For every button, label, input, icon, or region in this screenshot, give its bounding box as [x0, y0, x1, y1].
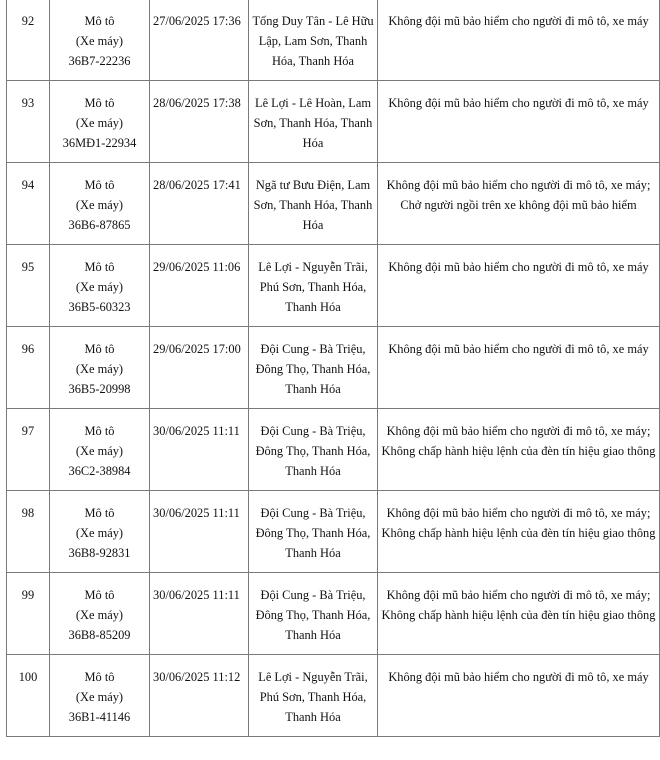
time-cell: [150, 491, 249, 573]
vehicle-subtype: (Xe máy): [75, 198, 124, 212]
vehicle-cell: [50, 327, 150, 409]
table-row: [7, 327, 660, 409]
row-number: 94: [21, 178, 35, 192]
vehicle-cell: [50, 163, 150, 245]
license-plate: 36B1-41146: [68, 710, 131, 724]
violation-time: 30/06/2025 11:11: [153, 588, 240, 602]
row-number: 99: [21, 588, 35, 602]
violation-time: 28/06/2025 17:41: [153, 178, 241, 192]
violation-line: Không đội mũ bảo hiểm cho người đi mô tô, xe máy: [388, 96, 649, 110]
violation-cell: [378, 245, 660, 327]
vehicle-type: Mô tô: [84, 260, 115, 274]
vehicle-cell: [50, 245, 150, 327]
violation-time: 30/06/2025 11:11: [153, 424, 240, 438]
location-cell: [249, 655, 378, 737]
location-line: Hóa: [302, 218, 324, 232]
time-cell: [150, 409, 249, 491]
row-number: 93: [21, 96, 35, 110]
row-number-cell: [7, 655, 50, 737]
vehicle-cell: [50, 409, 150, 491]
vehicle-subtype: (Xe máy): [75, 362, 124, 376]
row-number-cell: [7, 573, 50, 655]
vehicle-cell: [50, 655, 150, 737]
row-number: 98: [21, 506, 35, 520]
row-number-cell: [7, 409, 50, 491]
location-line: Thanh Hóa: [285, 546, 341, 560]
table-row: [7, 0, 660, 81]
location-cell: [249, 245, 378, 327]
violation-cell: [378, 491, 660, 573]
time-cell: [150, 655, 249, 737]
time-cell: [150, 163, 249, 245]
table-row: [7, 245, 660, 327]
vehicle-type: Mô tô: [84, 178, 115, 192]
time-cell: [150, 573, 249, 655]
row-number-cell: [7, 163, 50, 245]
violation-line: Không đội mũ bảo hiểm cho người đi mô tô, xe máy: [388, 260, 649, 274]
table-row: [7, 491, 660, 573]
vehicle-type: Mô tô: [84, 96, 115, 110]
time-cell: [150, 327, 249, 409]
vehicle-cell: [50, 0, 150, 81]
location-line: Hóa, Thanh Hóa: [271, 54, 354, 68]
location-line: Sơn, Thanh Hóa, Thanh: [253, 116, 373, 130]
violation-line: Không đội mũ bảo hiểm cho người đi mô tô, xe máy: [388, 14, 649, 28]
table-row: [7, 81, 660, 163]
location-line: Thanh Hóa: [285, 382, 341, 396]
location-line: Đội Cung - Bà Triệu,: [260, 506, 366, 520]
row-number-cell: [7, 245, 50, 327]
violation-cell: [378, 327, 660, 409]
violation-line: Không đội mũ bảo hiểm cho người đi mô tô, xe máy: [388, 670, 649, 684]
row-number: 96: [21, 342, 35, 356]
vehicle-subtype: (Xe máy): [75, 34, 124, 48]
violation-line: Chở người ngồi trên xe không đội mũ bảo hiểm: [400, 198, 637, 212]
location-cell: [249, 163, 378, 245]
violation-cell: [378, 81, 660, 163]
license-plate: 36MĐ1-22934: [62, 136, 137, 150]
row-number: 95: [21, 260, 35, 274]
vehicle-cell: [50, 81, 150, 163]
location-cell: [249, 327, 378, 409]
vehicle-subtype: (Xe máy): [75, 526, 124, 540]
location-line: Ngã tư Bưu Điện, Lam: [255, 178, 371, 192]
violation-line: Không đội mũ bảo hiểm cho người đi mô tô, xe máy;: [386, 178, 651, 192]
vehicle-type: Mô tô: [84, 342, 115, 356]
table-row: [7, 409, 660, 491]
location-line: Đội Cung - Bà Triệu,: [260, 424, 366, 438]
row-number-cell: [7, 491, 50, 573]
violation-time: 29/06/2025 17:00: [153, 342, 241, 356]
vehicle-cell: [50, 573, 150, 655]
location-line: Lập, Lam Sơn, Thanh: [258, 34, 368, 48]
row-number: 97: [21, 424, 35, 438]
location-line: Hóa: [302, 136, 324, 150]
table-row: [7, 163, 660, 245]
vehicle-type: Mô tô: [84, 506, 115, 520]
violation-time: 28/06/2025 17:38: [153, 96, 241, 110]
violation-line: Không đội mũ bảo hiểm cho người đi mô tô, xe máy: [388, 342, 649, 356]
license-plate: 36B7-22236: [68, 54, 131, 68]
location-line: Phú Sơn, Thanh Hóa,: [259, 280, 367, 294]
row-number: 100: [18, 670, 38, 684]
violation-time: 29/06/2025 11:06: [153, 260, 241, 274]
location-cell: [249, 491, 378, 573]
violation-cell: [378, 655, 660, 737]
time-cell: [150, 81, 249, 163]
time-cell: [150, 0, 249, 81]
license-plate: 36B8-92831: [68, 546, 131, 560]
violations-table: [6, 0, 660, 737]
vehicle-type: Mô tô: [84, 670, 115, 684]
row-number-cell: [7, 0, 50, 81]
vehicle-subtype: (Xe máy): [75, 444, 124, 458]
row-number-cell: [7, 81, 50, 163]
location-cell: [249, 81, 378, 163]
location-cell: [249, 0, 378, 81]
violation-line: Không đội mũ bảo hiểm cho người đi mô tô, xe máy;: [386, 424, 651, 438]
location-line: Thanh Hóa: [285, 300, 341, 314]
location-line: Thanh Hóa: [285, 628, 341, 642]
vehicle-subtype: (Xe máy): [75, 690, 124, 704]
violation-line: Không chấp hành hiệu lệnh của đèn tín hiệu giao thông: [381, 526, 656, 540]
location-cell: [249, 409, 378, 491]
vehicle-type: Mô tô: [84, 14, 115, 28]
location-line: Thanh Hóa: [285, 464, 341, 478]
location-line: Lê Lợi - Nguyễn Trãi,: [258, 260, 368, 274]
vehicle-cell: [50, 491, 150, 573]
violation-line: Không đội mũ bảo hiểm cho người đi mô tô, xe máy;: [386, 588, 651, 602]
location-line: Đông Thọ, Thanh Hóa,: [255, 444, 371, 458]
license-plate: 36B8-85209: [68, 628, 131, 642]
location-line: Tống Duy Tân - Lê Hữu: [252, 14, 374, 28]
row-number: 92: [21, 14, 35, 28]
location-line: Thanh Hóa: [285, 710, 341, 724]
violation-time: 30/06/2025 11:12: [153, 670, 241, 684]
violation-cell: [378, 573, 660, 655]
violation-line: Không chấp hành hiệu lệnh của đèn tín hiệu giao thông: [381, 608, 656, 622]
location-line: Đông Thọ, Thanh Hóa,: [255, 362, 371, 376]
vehicle-type: Mô tô: [84, 424, 115, 438]
license-plate: 36B5-20998: [68, 382, 131, 396]
row-number-cell: [7, 327, 50, 409]
table-row: [7, 573, 660, 655]
location-line: Sơn, Thanh Hóa, Thanh: [253, 198, 373, 212]
location-line: Lê Lợi - Nguyễn Trãi,: [258, 670, 368, 684]
location-line: Phú Sơn, Thanh Hóa,: [259, 690, 367, 704]
license-plate: 36B5-60323: [68, 300, 131, 314]
violation-cell: [378, 0, 660, 81]
vehicle-type: Mô tô: [84, 588, 115, 602]
vehicle-subtype: (Xe máy): [75, 280, 124, 294]
license-plate: 36B6-87865: [68, 218, 131, 232]
violation-cell: [378, 409, 660, 491]
time-cell: [150, 245, 249, 327]
location-line: Đông Thọ, Thanh Hóa,: [255, 608, 371, 622]
location-cell: [249, 573, 378, 655]
location-line: Đội Cung - Bà Triệu,: [260, 588, 366, 602]
location-line: Lê Lợi - Lê Hoàn, Lam: [255, 96, 371, 110]
vehicle-subtype: (Xe máy): [75, 608, 124, 622]
violation-time: 30/06/2025 11:11: [153, 506, 240, 520]
license-plate: 36C2-38984: [68, 464, 131, 478]
location-line: Đội Cung - Bà Triệu,: [260, 342, 366, 356]
location-line: Đông Thọ, Thanh Hóa,: [255, 526, 371, 540]
violation-cell: [378, 163, 660, 245]
violation-line: Không chấp hành hiệu lệnh của đèn tín hiệu giao thông: [381, 444, 656, 458]
violations-table-body: [7, 0, 660, 737]
vehicle-subtype: (Xe máy): [75, 116, 124, 130]
table-row: [7, 655, 660, 737]
violation-line: Không đội mũ bảo hiểm cho người đi mô tô, xe máy;: [386, 506, 651, 520]
violation-time: 27/06/2025 17:36: [153, 14, 241, 28]
